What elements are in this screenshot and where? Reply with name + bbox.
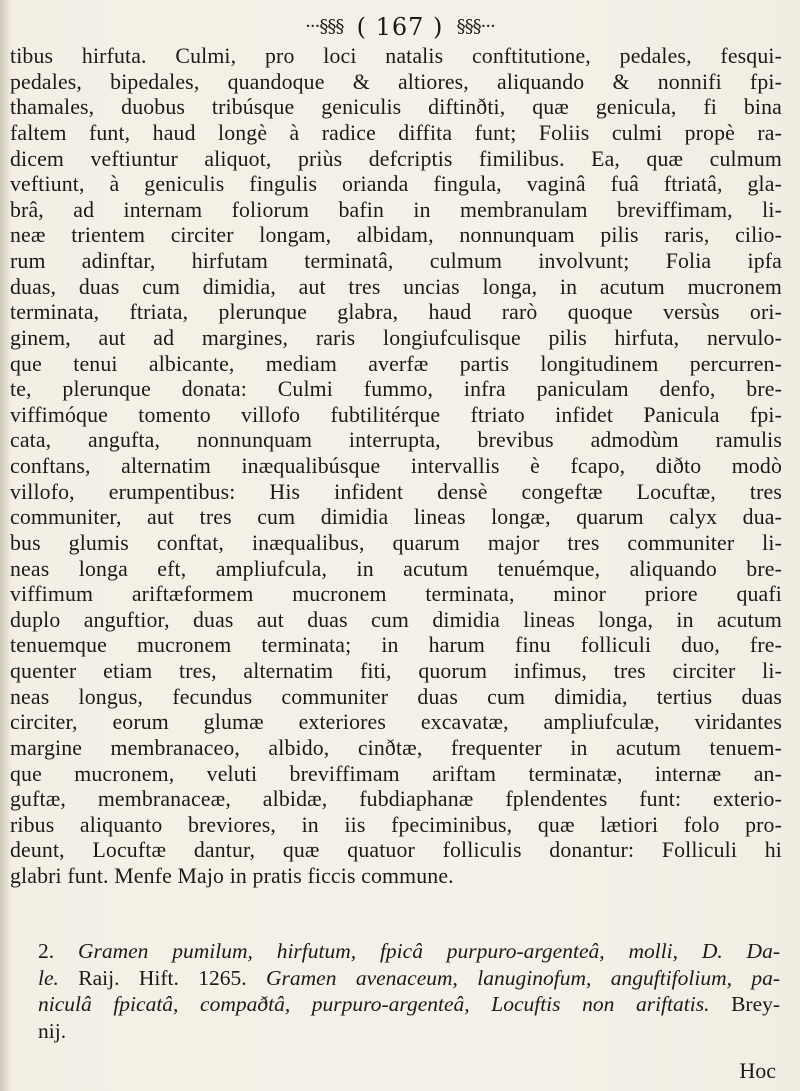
text-line: neæ trientem circiter longam, albidam, nonnunquam pilis raris, cilio- [10, 223, 782, 248]
text-line: duplo anguftior, duas aut duas cum dimidia lineas longa, in acutum [10, 607, 782, 632]
note-line-1 [38, 938, 780, 965]
text-line: tenuemque mucronem terminata; in harum finu folliculi duo, fre- [10, 633, 782, 658]
note-reference-2-cont: nij. [38, 1018, 67, 1043]
text-line: ribus aliquanto breviores, in iis fpeciminibus, quæ lætiori folo pro- [10, 812, 782, 837]
text-line: glabri funt. Menfe Majo in pratis ficcis commune. [10, 864, 454, 888]
note-species-name: Gramen pumilum, hirfutum, fpicâ purpuro-argenteâ, molli, D. Da- [77, 939, 780, 963]
note-reference: Raij. Hift. 1265. [78, 965, 247, 990]
ornament-left: ···§§§ [305, 16, 344, 37]
text-line: quenter etiam tres, alternatim fiti, quorum infimus, tres circiter li- [10, 659, 782, 683]
text-line: te, plerunque donata: Culmi fummo, infra paniculam denfo, bre- [10, 377, 782, 402]
text-line: dicem veftiuntur aliquot, priùs defcriptis fimilibus. Ea, quæ culmum [10, 146, 782, 171]
catchword: Hoc [739, 1058, 776, 1083]
text-line: pedales, bipedales, quandoque & altiores, aliquando & nonnifi fpi- [10, 69, 782, 94]
text-line: brâ, ad internam foliorum bafin in membranulam breviffimam, li- [10, 197, 782, 222]
note-synonym: Gramen avenaceum, lanuginofum, anguftifolium, pa- [266, 965, 781, 990]
text-line: viffimóque tomento villofo fubtilitérque ftriato infidet Panicula fpi- [10, 402, 782, 427]
text-line: neas longa eft, ampliufcula, in acutum tenuémque, aliquando bre- [10, 556, 782, 581]
note-author: le. [38, 965, 59, 990]
running-head [0, 8, 800, 45]
note-line-4 [38, 1018, 780, 1045]
main-paragraph [10, 44, 782, 890]
text-line: bus glumis conftat, inæqualibus, quarum major tres communiter li- [10, 530, 782, 555]
text-line: villofo, erumpentibus: His infident densè congeftæ Locuftæ, tres [10, 479, 782, 504]
text-line: deunt, Locuftæ dantur, quæ quatuor folliculis donantur: Folliculi hi [10, 838, 782, 863]
binding-edge [0, 0, 10, 1091]
note-number: 2. [38, 939, 55, 963]
text-line: faltem funt, haud longè à radice diffita funt; Foliis culmi propè ra- [10, 120, 782, 145]
species-note [38, 938, 780, 1044]
text-line: communiter, aut tres cum dimidia lineas longæ, quarum calyx dua- [10, 505, 782, 530]
text-line: circiter, eorum glumæ exteriores excavatæ, ampliufculæ, viridantes [10, 710, 782, 735]
text-line: duas, duas cum dimidia, aut tres uncias longa, in acutum mucronem [10, 274, 782, 299]
text-line: conftans, alternatim inæqualibúsque intervallis è fcapo, diðto modò [10, 454, 782, 478]
page-number: ( 167 ) [356, 13, 444, 41]
ornament-right: §§§··· [456, 16, 495, 37]
text-line: neas longus, fecundus communiter duas cum dimidia, tertius duas [10, 684, 782, 709]
text-line: veftiunt, à geniculis fingulis orianda fingula, vaginâ fuâ ftriatâ, gla- [10, 172, 782, 197]
note-synonym-cont: niculâ fpicatâ, compaðtâ, purpuro-argenteâ, Locuftis non ariftatis. [38, 992, 710, 1016]
text-line: tibus hirfuta. Culmi, pro loci natalis conftitutione, pedales, fesqui- [10, 44, 782, 68]
note-reference-2: Brey- [731, 992, 781, 1016]
text-line: ginem, aut ad margines, raris longiufculisque pilis hirfuta, nervulo- [10, 325, 782, 350]
text-line: margine membranaceo, albido, cinðtæ, frequenter in acutum tenuem- [10, 735, 782, 760]
text-line: que mucronem, veluti breviffimam ariftam terminatæ, internæ an- [10, 761, 782, 786]
text-line: terminata, ftriata, plerunque glabra, haud rarò quoque versùs ori- [10, 300, 782, 325]
text-line: que tenui albicante, mediam averfæ partis longitudinem percurren- [10, 351, 782, 376]
text-line: cata, angufta, nonnunquam interrupta, brevibus admodùm ramulis [10, 428, 782, 453]
text-line: thamales, duobus tribúsque geniculis diftinðti, quæ genicula, fi bina [10, 95, 782, 120]
note-line-3 [38, 991, 780, 1018]
text-line: viffimum ariftæformem mucronem terminata, minor priore quafi [10, 582, 782, 607]
text-line: guftæ, membranaceæ, albidæ, fubdiaphanæ fplendentes funt: exterio- [10, 787, 782, 812]
note-line-2 [38, 965, 780, 992]
text-line: rum adinftar, hirfutam terminatâ, culmum involvunt; Folia ipfa [10, 249, 782, 273]
